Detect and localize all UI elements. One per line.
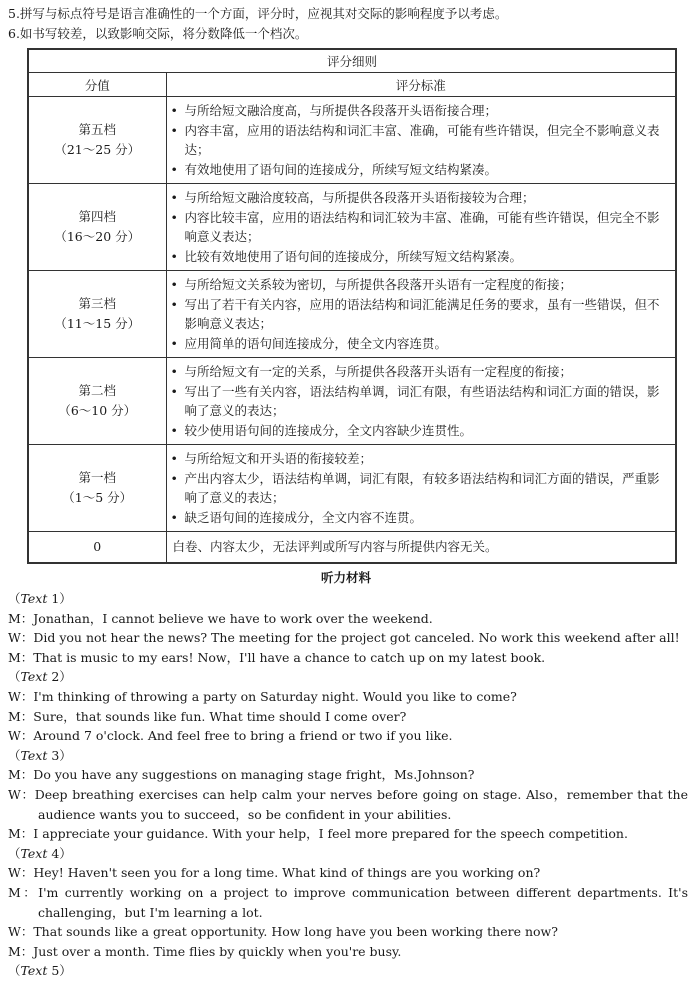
level-range: （11～15 分） xyxy=(54,316,141,331)
dialogue-line: M：Jonathan，I cannot believe we have to work over the weekend. xyxy=(8,610,433,626)
listening-section-title: 听力材料 xyxy=(320,570,371,585)
dialogue-line: W：Around 7 o'clock. And feel free to bring a friend or two if you like. xyxy=(8,728,453,744)
text-heading: （Text 1） xyxy=(8,591,72,606)
level-name: 第三档 xyxy=(78,296,116,311)
text-heading: （Text 2） xyxy=(8,669,72,685)
column-header-criteria: 评分标准 xyxy=(166,73,676,97)
dialogue-line: M：Just over a month. Time flies by quickly when you're busy. xyxy=(8,943,402,959)
level-cell xyxy=(28,271,166,358)
criterion-item: • 与所给短文关系较为密切，与所提供各段落开头语有一定程度的衔接； xyxy=(171,275,670,295)
listening-transcript xyxy=(8,589,688,981)
criterion-item: • 与所给短文融洽度高，与所提供各段落开头语衔接合理； xyxy=(171,101,670,121)
criterion-item: • 写出了若干有关内容，应用的语法结构和词汇能满足任务的要求，虽有一些错误，但不影响意义表达； xyxy=(171,295,670,334)
rubric-row-level-5 xyxy=(28,97,676,184)
dialogue-line: W：Deep breathing exercises can help calm your nerves before going on stage. Also，remember that the audience wants you to succeed，so be confident in your abilities. xyxy=(8,786,688,822)
dialogue-line: M：That is music to my ears! Now，I'll have a chance to catch up on my latest book. xyxy=(8,649,546,665)
dialogue-line: M：I appreciate your guidance. With your help，I feel more prepared for the speech competition. xyxy=(8,826,628,842)
dialogue-line: W：That sounds like a great opportunity. How long have you been working there now? xyxy=(8,924,558,940)
criterion-item: • 产出内容太少，语法结构单调，词汇有限，有较多语法结构和词汇方面的错误，严重影响了意义的表达； xyxy=(171,469,670,508)
criteria-cell xyxy=(166,97,676,184)
criterion-item: • 应用简单的语句间连接成分，使全文内容连贯。 xyxy=(171,334,670,354)
rubric-caption: 评分细则 xyxy=(28,49,676,73)
dialogue-line: W：Did you not hear the news? The meeting for the project got canceled. No work this weekend after all! xyxy=(8,630,680,646)
level-name: 第四档 xyxy=(78,209,116,224)
zero-score: 0 xyxy=(28,532,166,564)
dialogue-line: W：Hey! Haven't seen you for a long time. What kind of things are you working on? xyxy=(8,865,541,881)
criterion-item: • 与所给短文和开头语的衔接较差； xyxy=(171,449,670,469)
dialogue-line: M：I'm currently working on a project to improve communication between different departments. It's challenging，but I'm learning a lot. xyxy=(8,884,688,920)
criteria-cell xyxy=(166,445,676,532)
column-header-score: 分值 xyxy=(28,73,166,97)
level-range: （6～10 分） xyxy=(58,403,137,418)
text-heading: （Text 5） xyxy=(8,963,72,979)
criterion-item: • 内容比较丰富，应用的语法结构和词汇较为丰富、准确，可能有些许错误，但完全不影响意义表达； xyxy=(171,208,670,247)
criterion-item: • 内容丰富，应用的语法结构和词汇丰富、准确，可能有些许错误，但完全不影响意义表达； xyxy=(171,121,670,160)
criterion-item: • 较少使用语句间的连接成分，全文内容缺少连贯性。 xyxy=(171,421,670,441)
dialogue-line: M：Sure，that sounds like fun. What time should I come over? xyxy=(8,708,407,724)
criteria-cell xyxy=(166,271,676,358)
level-name: 第一档 xyxy=(78,470,116,485)
dialogue-line: W：I'm thinking of throwing a party on Saturday night. Would you like to come? xyxy=(8,688,517,704)
scoring-rubric-table xyxy=(27,48,677,564)
criterion-item: • 与所给短文有一定的关系，与所提供各段落开头语有一定程度的衔接； xyxy=(171,362,670,382)
rubric-row-zero xyxy=(28,532,676,564)
rubric-row-level-3 xyxy=(28,271,676,358)
level-name: 第五档 xyxy=(78,122,116,137)
level-name: 第二档 xyxy=(78,383,116,398)
criteria-cell xyxy=(166,358,676,445)
level-range: （1～5 分） xyxy=(62,490,133,505)
scoring-note-6: 6.如书写较差，以致影响交际，将分数降低一个档次。 xyxy=(8,26,308,41)
level-cell xyxy=(28,358,166,445)
level-range: （16～20 分） xyxy=(54,229,141,244)
rubric-row-level-4 xyxy=(28,184,676,271)
criterion-item: • 与所给短文融洽度较高，与所提供各段落开头语衔接较为合理； xyxy=(171,188,670,208)
criterion-item: • 比较有效地使用了语句间的连接成分，所续写短文结构紧凑。 xyxy=(171,247,670,267)
text-heading: （Text 3） xyxy=(8,747,72,763)
criterion-item: • 有效地使用了语句间的连接成分，所续写短文结构紧凑。 xyxy=(171,160,670,180)
criterion-item: • 缺乏语句间的连接成分，全文内容不连贯。 xyxy=(171,508,670,528)
scoring-note-5: 5.拼写与标点符号是语言准确性的一个方面，评分时，应视其对交际的影响程度予以考虑。 xyxy=(8,6,508,21)
zero-description: 白卷、内容太少，无法评判或所写内容与所提供内容无关。 xyxy=(166,532,676,564)
rubric-row-level-2 xyxy=(28,358,676,445)
dialogue-line: M：Do you have any suggestions on managing stage fright，Ms.Johnson? xyxy=(8,767,475,783)
criteria-cell xyxy=(166,184,676,271)
criterion-item: • 写出了一些有关内容，语法结构单调，词汇有限，有些语法结构和词汇方面的错误，影响了意义的表达； xyxy=(171,382,670,421)
level-cell xyxy=(28,445,166,532)
text-heading: （Text 4） xyxy=(8,845,72,861)
level-cell xyxy=(28,97,166,184)
rubric-row-level-1 xyxy=(28,445,676,532)
level-range: （21～25 分） xyxy=(54,142,141,157)
level-cell xyxy=(28,184,166,271)
